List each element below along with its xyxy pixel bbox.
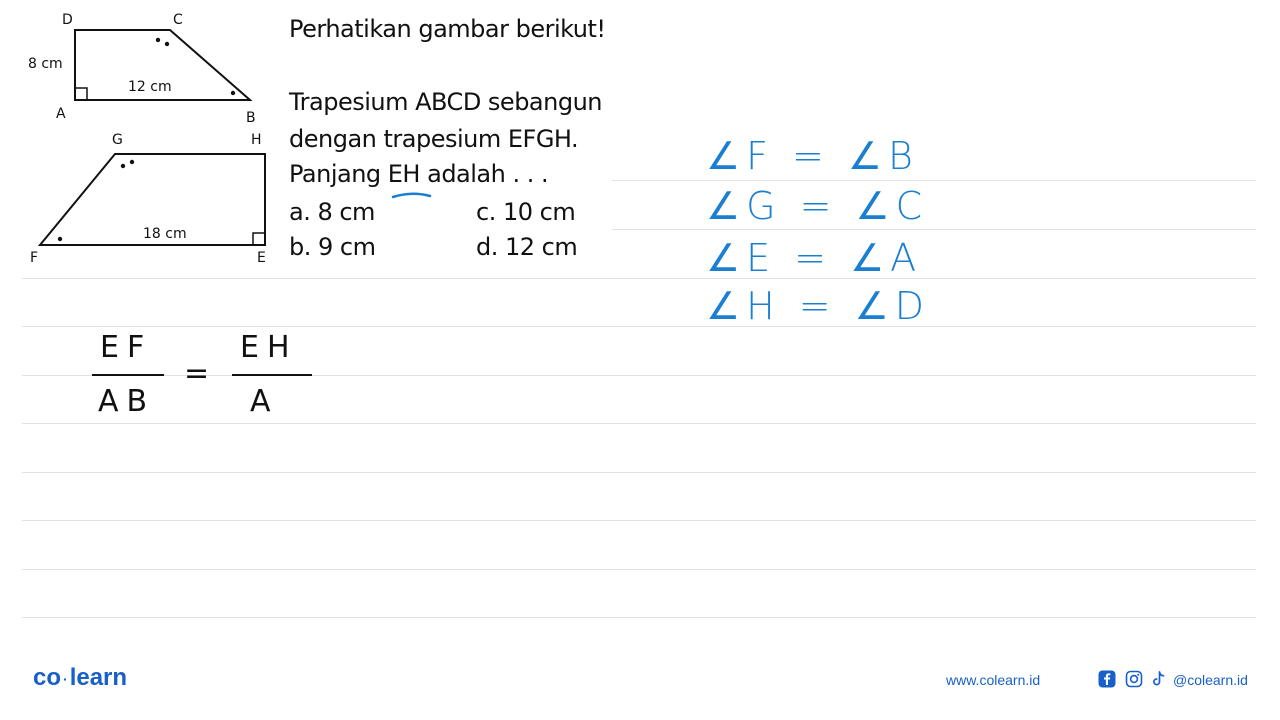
website-link[interactable]: www.colearn.id xyxy=(946,672,1041,688)
option-d: d. 12 cm xyxy=(476,233,578,261)
question-line-3-post: adalah . . . xyxy=(419,160,549,188)
eh-underline-mark xyxy=(390,188,450,204)
angle-eq-h-d: ∠H = ∠D xyxy=(706,284,930,328)
vertex-label-b: B xyxy=(246,110,256,126)
fraction-left-bar xyxy=(92,374,164,376)
angle-eq-e-a: ∠E = ∠A xyxy=(706,236,923,280)
option-c: c. 10 cm xyxy=(476,198,576,226)
vertex-label-h: H xyxy=(251,132,262,148)
brand-left: co xyxy=(33,664,62,691)
vertex-label-a: A xyxy=(56,106,66,122)
angle-mark-f xyxy=(58,237,62,241)
angle-mark-g xyxy=(121,164,125,168)
fraction-right-denominator: A xyxy=(250,384,279,419)
social-handle[interactable]: @colearn.id xyxy=(1173,672,1248,688)
angle-mark-g xyxy=(130,160,134,164)
right-angle-a xyxy=(75,88,87,100)
brand-right: learn xyxy=(69,664,128,691)
underlined-eh: EH xyxy=(387,160,420,188)
fraction-equals: = xyxy=(184,356,218,391)
angle-mark-c xyxy=(165,42,169,46)
vertex-label-e: E xyxy=(257,250,266,266)
side-label-ab: 12 cm xyxy=(128,79,172,95)
facebook-icon[interactable] xyxy=(1098,670,1116,688)
question-line-2: dengan trapesium EFGH. xyxy=(289,125,579,153)
option-a: a. 8 cm xyxy=(289,198,375,226)
colearn-logo xyxy=(33,664,127,692)
vertex-label-g: G xyxy=(112,132,123,148)
question-line-3-pre: Panjang xyxy=(289,160,388,188)
angle-mark-c xyxy=(156,38,160,42)
fraction-right-bar xyxy=(232,374,312,376)
question-line-1: Trapesium ABCD sebangun xyxy=(289,88,603,116)
angle-eq-g-c: ∠G = ∠C xyxy=(706,184,929,228)
tiktok-icon[interactable] xyxy=(1150,670,1168,688)
vertex-label-d: D xyxy=(62,12,73,28)
fraction-left-denominator: AB xyxy=(98,384,156,419)
vertex-label-c: C xyxy=(173,12,183,28)
option-b: b. 9 cm xyxy=(289,233,376,261)
fraction-left-numerator: EF xyxy=(100,330,153,365)
question-line-3 xyxy=(289,160,548,188)
fraction-right-numerator: EH xyxy=(240,330,298,365)
instagram-icon[interactable] xyxy=(1125,670,1143,688)
side-label-fe: 18 cm xyxy=(143,226,187,242)
vertex-label-f: F xyxy=(30,250,39,266)
angle-mark-b xyxy=(231,91,235,95)
right-angle-e xyxy=(253,233,265,245)
question-heading: Perhatikan gambar berikut! xyxy=(289,15,606,43)
brand-dot: · xyxy=(63,670,68,687)
side-label-ad: 8 cm xyxy=(28,56,63,72)
angle-eq-f-b: ∠F = ∠B xyxy=(706,134,919,178)
